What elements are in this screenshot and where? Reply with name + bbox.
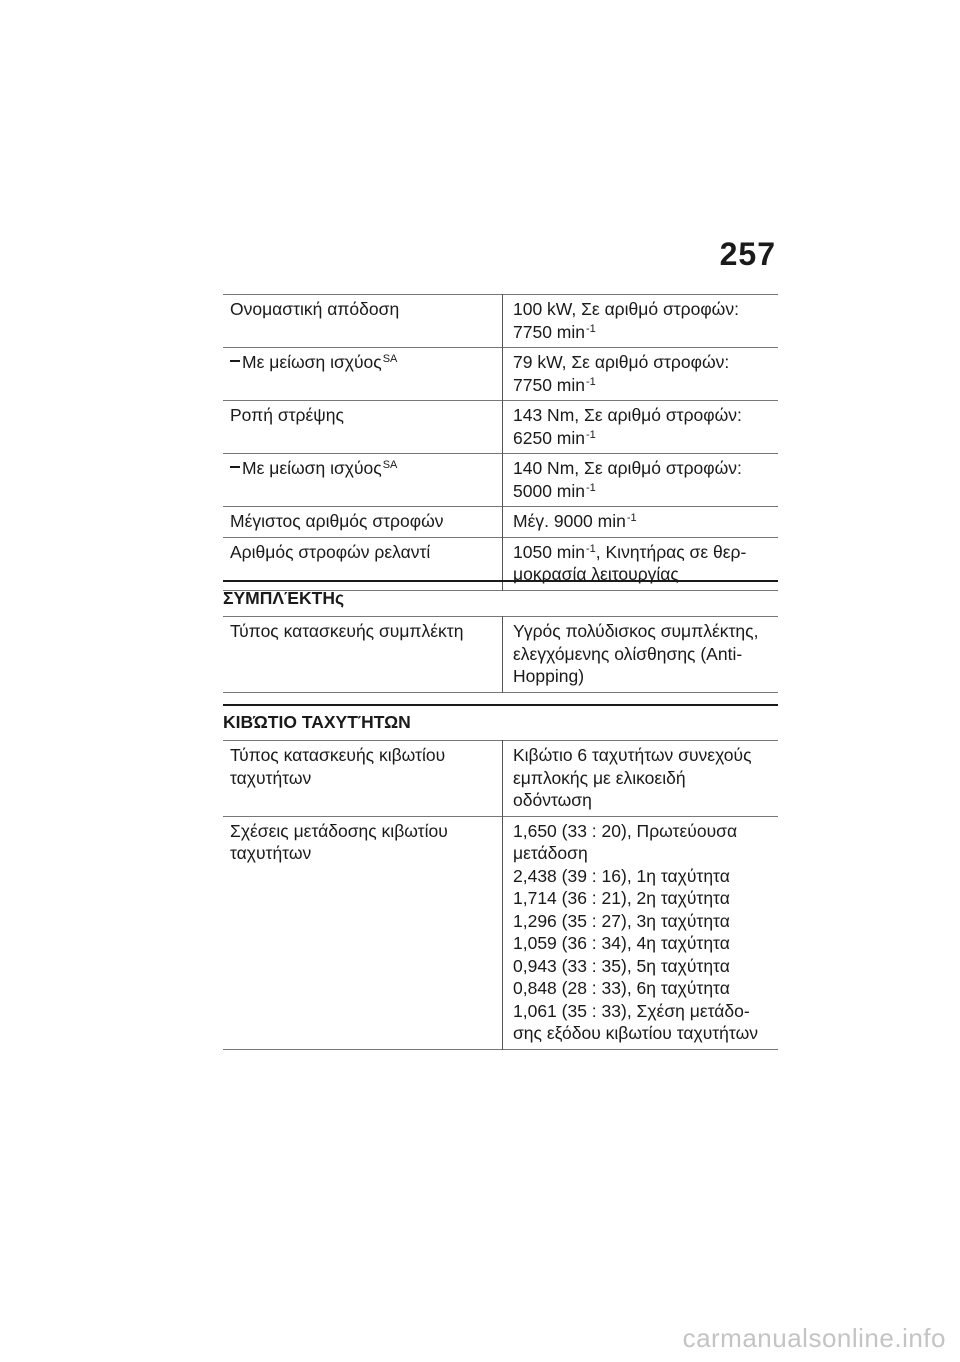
spec-value: [503, 454, 779, 507]
value-line: [513, 541, 772, 564]
label-line: Τύπος κατασκευής κιβωτίου: [230, 745, 446, 765]
value-text: μοκρασία λειτουργίας: [513, 564, 679, 584]
spec-value: [503, 816, 779, 1049]
value-line: [513, 404, 772, 427]
spec-label-text: Ροπή στρέψης: [230, 405, 344, 425]
spec-value: [503, 617, 779, 693]
value-line: 1,059 (36 : 34), 4η ταχύτητα: [513, 933, 730, 953]
value-line: ελεγχόμενης ολίσθησης (Anti-: [513, 643, 743, 664]
special-accessory-mark: SA: [382, 459, 398, 471]
spec-label: [223, 741, 503, 817]
label-line: ταχυτήτων: [230, 767, 312, 788]
spec-label: [223, 816, 503, 1049]
unit-exponent: -1: [586, 481, 596, 494]
value-line: [513, 298, 772, 321]
value-text: , Κινητήρας σε θερ-: [595, 541, 747, 562]
value-line: οδόντωση: [513, 790, 592, 810]
spec-label: Τύπος κατασκευής συμπλέκτη: [230, 621, 464, 641]
value-text: 7750 min: [513, 321, 585, 342]
clutch-section: [223, 580, 778, 693]
value-line: 0,848 (28 : 33), 6η ταχύτητα: [513, 978, 730, 998]
page-number: 257: [719, 236, 776, 272]
value-text: 143 Nm, Σε αριθμό στροφών:: [513, 405, 742, 425]
clutch-heading: ΣΥΜΠΛΈΚΤΗς: [223, 580, 778, 616]
unit-exponent: -1: [586, 428, 596, 441]
unit-exponent: -1: [586, 542, 596, 555]
table-row: [223, 507, 778, 538]
value-line: μετάδοση: [513, 843, 588, 863]
spec-value: [503, 507, 779, 538]
value-line: [513, 480, 772, 503]
dash-mark: [230, 466, 240, 468]
value-text: 79 kW, Σε αριθμό στροφών:: [513, 352, 730, 372]
spec-label: [223, 401, 503, 454]
value-line: [513, 427, 772, 450]
spec-value: [503, 348, 779, 401]
dash-mark: [230, 360, 240, 362]
value-text: 5000 min: [513, 480, 585, 501]
value-line: [513, 374, 772, 397]
value-line: [513, 351, 772, 374]
special-accessory-mark: SA: [382, 353, 398, 365]
value-line: 1,296 (35 : 27), 3η ταχύτητα: [513, 910, 730, 931]
watermark: carmanualsonline.info: [682, 1323, 946, 1353]
value-text: 1050 min: [513, 541, 585, 562]
value-line: σης εξόδου κιβωτίου ταχυτήτων: [513, 1023, 758, 1043]
spec-label-text: Αριθμός στροφών ρελαντί: [230, 541, 431, 562]
value-line: [513, 321, 772, 344]
spec-value: [503, 295, 779, 348]
value-line: 1,061 (35 : 33), Σχέση μετάδο-: [513, 1000, 750, 1021]
spec-label: [223, 348, 503, 401]
value-line: 2,438 (39 : 16), 1η ταχύτητα: [513, 865, 730, 886]
value-line: Κιβώτιο 6 ταχυτήτων συνεχούς: [513, 745, 752, 765]
table-row: [223, 816, 778, 1049]
unit-exponent: -1: [586, 375, 596, 388]
spec-label-text: Ονομαστική απόδοση: [230, 299, 400, 319]
value-line: εμπλοκής με ελικοειδή: [513, 767, 686, 788]
clutch-table: [223, 616, 778, 693]
spec-label: [223, 507, 503, 538]
label-line: ταχυτήτων: [230, 843, 312, 863]
gearbox-section: [223, 704, 778, 1050]
spec-label: [223, 295, 503, 348]
gearbox-table: [223, 740, 778, 1050]
value-text: 100 kW, Σε αριθμό στροφών:: [513, 299, 739, 319]
value-line: Hopping): [513, 666, 585, 686]
value-line: 0,943 (33 : 35), 5η ταχύτητα: [513, 955, 730, 976]
table-row: [223, 348, 778, 401]
spec-label-text: Μέγιστος αριθμός στροφών: [230, 511, 444, 531]
engine-specs-table: [223, 294, 778, 591]
table-row: [223, 741, 778, 817]
gearbox-heading: ΚΙΒΏΤΙΟ ΤΑΧΥΤΉΤΩΝ: [223, 704, 778, 740]
unit-exponent: -1: [586, 322, 596, 335]
table-row: [223, 401, 778, 454]
value-line: Υγρός πολύδισκος συμπλέκτης,: [513, 621, 759, 641]
value-line: 1,650 (33 : 20), Πρωτεύουσα: [513, 820, 738, 841]
label-line: Σχέσεις μετάδοσης κιβωτίου: [230, 820, 448, 841]
unit-exponent: -1: [626, 512, 637, 524]
value-line: 1,714 (36 : 21), 2η ταχύτητα: [513, 888, 730, 908]
spec-value: [503, 401, 779, 454]
value-text: Μέγ. 9000 min: [513, 511, 626, 531]
table-row: [223, 617, 778, 693]
table-row: [223, 295, 778, 348]
value-text: 140 Nm, Σε αριθμό στροφών:: [513, 458, 742, 478]
table-row: [223, 454, 778, 507]
spec-value: [503, 741, 779, 817]
value-line: [513, 510, 772, 533]
spec-label: [223, 454, 503, 507]
value-text: 6250 min: [513, 427, 585, 448]
value-text: 7750 min: [513, 374, 585, 395]
value-line: [513, 457, 772, 480]
spec-label-text: Με μείωση ισχύος: [242, 352, 382, 372]
spec-label-text: Με μείωση ισχύος: [242, 458, 382, 478]
